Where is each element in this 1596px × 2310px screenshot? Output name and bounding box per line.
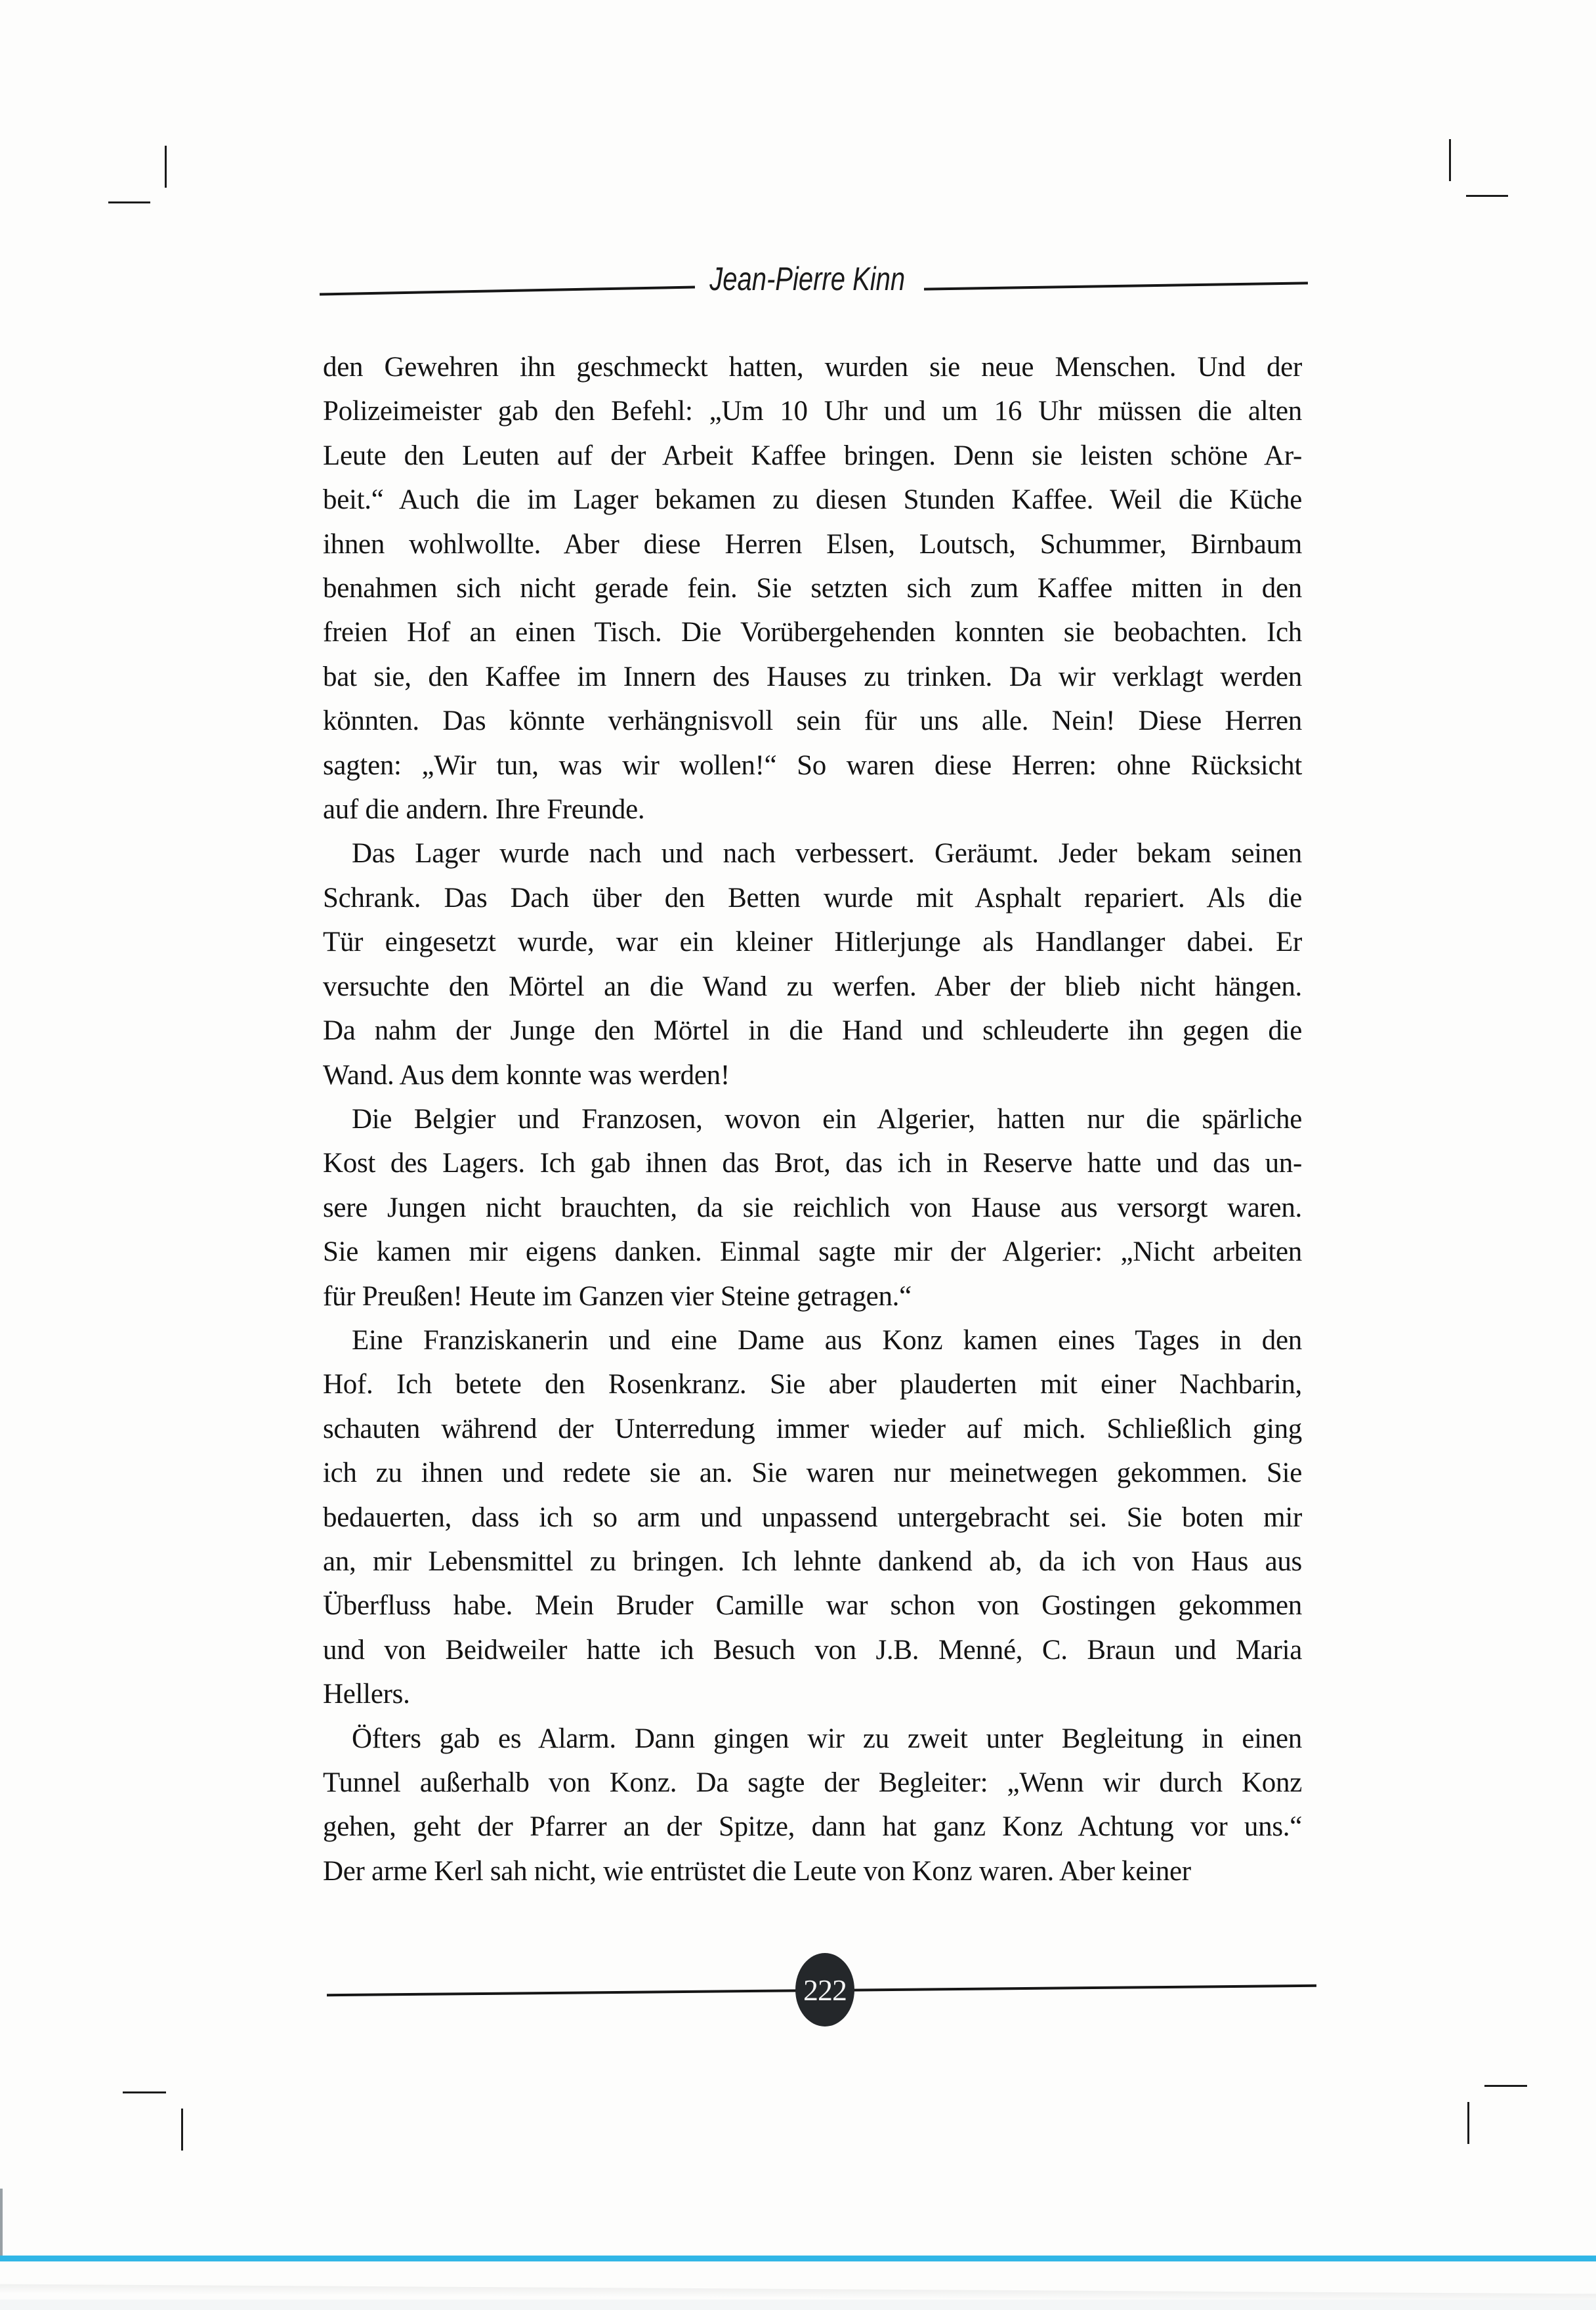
text-line: Das Lager wurde nach und nach verbessert. Geräumt. Jeder bekam seinen xyxy=(352,838,1302,870)
text-line: Die Belgier und Franzosen, wovon ein Algerier, hatten nur die spärliche xyxy=(352,1103,1302,1135)
text-line: den Gewehren ihn geschmeckt hatten, wurden sie neue Menschen. Und der xyxy=(323,352,1302,383)
text-line: freien Hof an einen Tisch. Die Vorübergehenden konnten sie beobachten. Ich xyxy=(323,617,1302,648)
text-line: benahmen sich nicht gerade fein. Sie setzten sich zum Kaffee mitten in den xyxy=(323,573,1302,604)
scan-edge-artifact-left xyxy=(0,2189,3,2258)
crop-mark-bottom-right-horizontal xyxy=(1484,2085,1527,2087)
crop-mark-bottom-left-vertical xyxy=(181,2109,183,2151)
text-line: Schrank. Das Dach über den Betten wurde mit Asphalt repariert. Als die xyxy=(323,882,1302,914)
text-line: Tunnel außerhalb von Konz. Da sagte der Begleiter: „Wenn wir durch Konz xyxy=(323,1767,1302,1798)
text-line: Tür eingesetzt wurde, war ein kleiner Hitlerjunge als Handlanger dabei. Er xyxy=(323,927,1302,958)
text-line: Kost des Lagers. Ich gab ihnen das Brot, das ich in Reserve hatte und das un- xyxy=(323,1148,1302,1179)
text-line: ihnen wohlwollte. Aber diese Herren Elsen, Loutsch, Schummer, Birnbaum xyxy=(323,528,1302,560)
crop-mark-top-right-horizontal xyxy=(1466,195,1508,197)
text-line: an, mir Lebensmittel zu bringen. Ich lehnte dankend ab, da ich von Haus aus xyxy=(323,1545,1302,1577)
text-line: Der arme Kerl sah nicht, wie entrüstet die Leute von Konz waren. Aber keiner xyxy=(323,1855,1191,1887)
text-line: Polizeimeister gab den Befehl: „Um 10 Uhr und um 16 Uhr müssen die alten xyxy=(323,396,1302,427)
bottom-cyan-line xyxy=(0,2256,1596,2261)
text-line: Leute den Leuten auf der Arbeit Kaffee bringen. Denn sie leisten schöne Ar- xyxy=(323,440,1302,471)
text-line: Da nahm der Junge den Mörtel in die Hand und schleuderte ihn gegen die xyxy=(323,1015,1302,1047)
crop-mark-top-left-horizontal xyxy=(108,201,150,203)
crop-mark-top-right-vertical xyxy=(1449,139,1451,181)
crop-mark-bottom-right-vertical xyxy=(1467,2102,1469,2144)
text-line: Hof. Ich betete den Rosenkranz. Sie aber plauderten mit einer Nachbarin, xyxy=(323,1369,1302,1400)
text-line: sagten: „Wir tun, was wir wollen!“ So waren diese Herren: ohne Rücksicht xyxy=(323,749,1302,781)
text-line: gehen, geht der Pfarrer an der Spitze, dann hat ganz Konz Achtung vor uns.“ xyxy=(323,1811,1302,1843)
text-line: ich zu ihnen und redete sie an. Sie waren nur meinetwegen gekommen. Sie xyxy=(323,1458,1302,1489)
bottom-edge-band xyxy=(0,2300,1596,2310)
text-line: auf die andern. Ihre Freunde. xyxy=(323,794,645,826)
text-line: Wand. Aus dem konnte was werden! xyxy=(323,1059,730,1091)
text-line: sere Jungen nicht brauchten, da sie reichlich von Hause aus versorgt waren. xyxy=(323,1192,1302,1223)
text-line: Überfluss habe. Mein Bruder Camille war schon von Gostingen gekommen xyxy=(323,1590,1302,1622)
page-number-badge xyxy=(795,1953,854,2026)
text-line: Eine Franziskanerin und eine Dame aus Konz kamen eines Tages in den xyxy=(352,1324,1302,1356)
text-line: Hellers. xyxy=(323,1679,410,1710)
page-number: 222 xyxy=(803,1973,847,2007)
text-line: Öfters gab es Alarm. Dann gingen wir zu zweit unter Begleitung in einen xyxy=(352,1723,1302,1754)
crop-mark-top-left-vertical xyxy=(165,146,167,188)
text-line: beit.“ Auch die im Lager bekamen zu diesen Stunden Kaffee. Weil die Küche xyxy=(323,484,1302,516)
text-line: und von Beidweiler hatte ich Besuch von J.B. Menné, C. Braun und Maria xyxy=(323,1634,1302,1666)
text-line: bat sie, den Kaffee im Innern des Hauses zu trinken. Da wir verklagt werden xyxy=(323,661,1302,692)
text-line: für Preußen! Heute im Ganzen vier Steine getragen.“ xyxy=(323,1280,912,1312)
text-line: bedauerten, dass ich so arm und unpassend untergebracht sei. Sie boten mir xyxy=(323,1502,1302,1533)
running-header-title-text: Jean-Pierre Kinn xyxy=(709,261,905,297)
text-line: könnten. Das könnte verhängnisvoll sein für uns alle. Nein! Diese Herren xyxy=(323,705,1302,737)
crop-mark-bottom-left-horizontal xyxy=(123,2091,166,2093)
running-header-title xyxy=(558,260,1057,298)
text-line: schauten während der Unterredung immer wieder auf mich. Schließlich ging xyxy=(323,1413,1302,1444)
text-line: versuchte den Mörtel an die Wand zu werfen. Aber der blieb nicht hängen. xyxy=(323,971,1302,1002)
text-line: Sie kamen mir eigens danken. Einmal sagte mir der Algerier: „Nicht arbeiten xyxy=(323,1236,1302,1268)
body-text xyxy=(323,345,1302,1893)
